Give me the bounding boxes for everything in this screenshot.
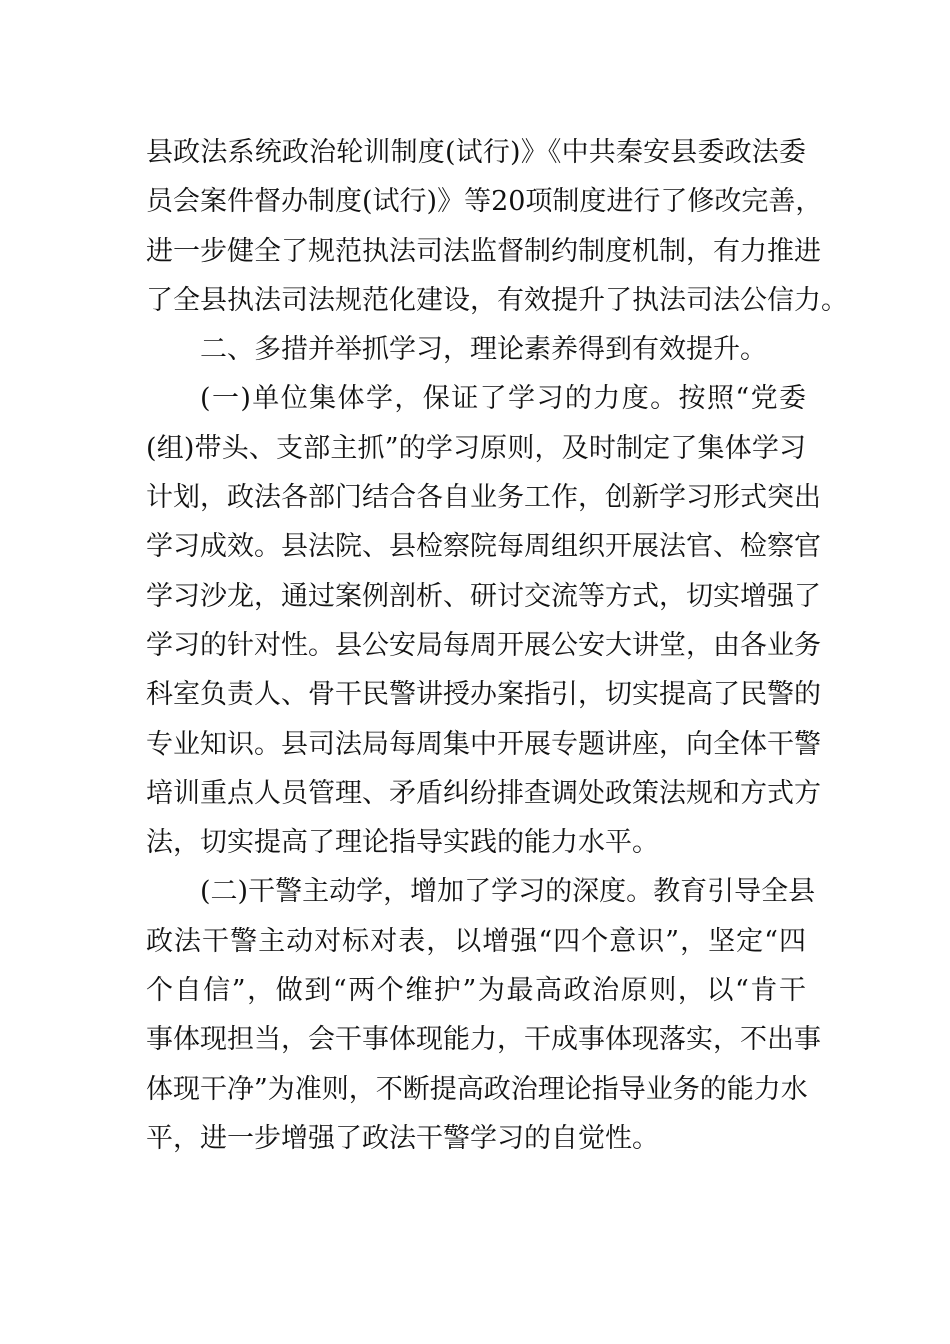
text-line: 计划，政法各部门结合各自业务工作，创新学习形式突出 [146, 482, 821, 514]
text-line: 政法干警主动对标对表，以增强“四个意识”，坚定“四 [146, 925, 806, 957]
text-line: 个自信”，做到“两个维护”为最高政治原则，以“肯干 [146, 975, 806, 1007]
text-line: 培训重点人员管理、矛盾纠纷排查调处政策法规和方式方 [146, 777, 821, 809]
text-line: 学习成效。县法院、县检察院每周组织开展法官、检察官 [146, 531, 821, 563]
text-line: (一)单位集体学，保证了学习的力度。按照“党委 [200, 383, 806, 415]
text-line: 进一步健全了规范执法司法监督制约制度机制，有力推进 [146, 235, 821, 267]
text-line: 科室负责人、骨干民警讲授办案指引，切实提高了民警的 [146, 679, 821, 711]
text-line: 法，切实提高了理论指导实践的能力水平。 [146, 827, 659, 859]
text-line: 事体现担当，会干事体现能力，干成事体现落实，不出事 [146, 1024, 821, 1056]
text-line: 体现干净”为准则，不断提高政治理论指导业务的能力水 [146, 1073, 808, 1105]
text-line: 县政法系统政治轮训制度(试行)》《中共秦安县委政法委 [146, 137, 806, 168]
text-line: (二)干警主动学，增加了学习的深度。教育引导全县 [200, 876, 816, 908]
text-line: 员会案件督办制度(试行)》等20项制度进行了修改完善， [146, 186, 823, 218]
text-line: 了全县执法司法规范化建设，有效提升了执法司法公信力。 [146, 284, 848, 316]
text-line: 专业知识。县司法局每周集中开展专题讲座，向全体干警 [146, 728, 821, 760]
text-line: 平，进一步增强了政法干警学习的自觉性。 [146, 1122, 659, 1154]
text-line: 学习的针对性。县公安局每周开展公安大讲堂，由各业务 [146, 629, 821, 661]
body-text [146, 128, 848, 1163]
text-line: (组)带头、支部主抓”的学习原则，及时制定了集体学习 [146, 432, 806, 464]
text-line: 学习沙龙，通过案例剖析、研讨交流等方式，切实增强了 [146, 580, 821, 612]
text-line: 二、多措并举抓学习，理论素养得到有效提升。 [200, 334, 767, 366]
